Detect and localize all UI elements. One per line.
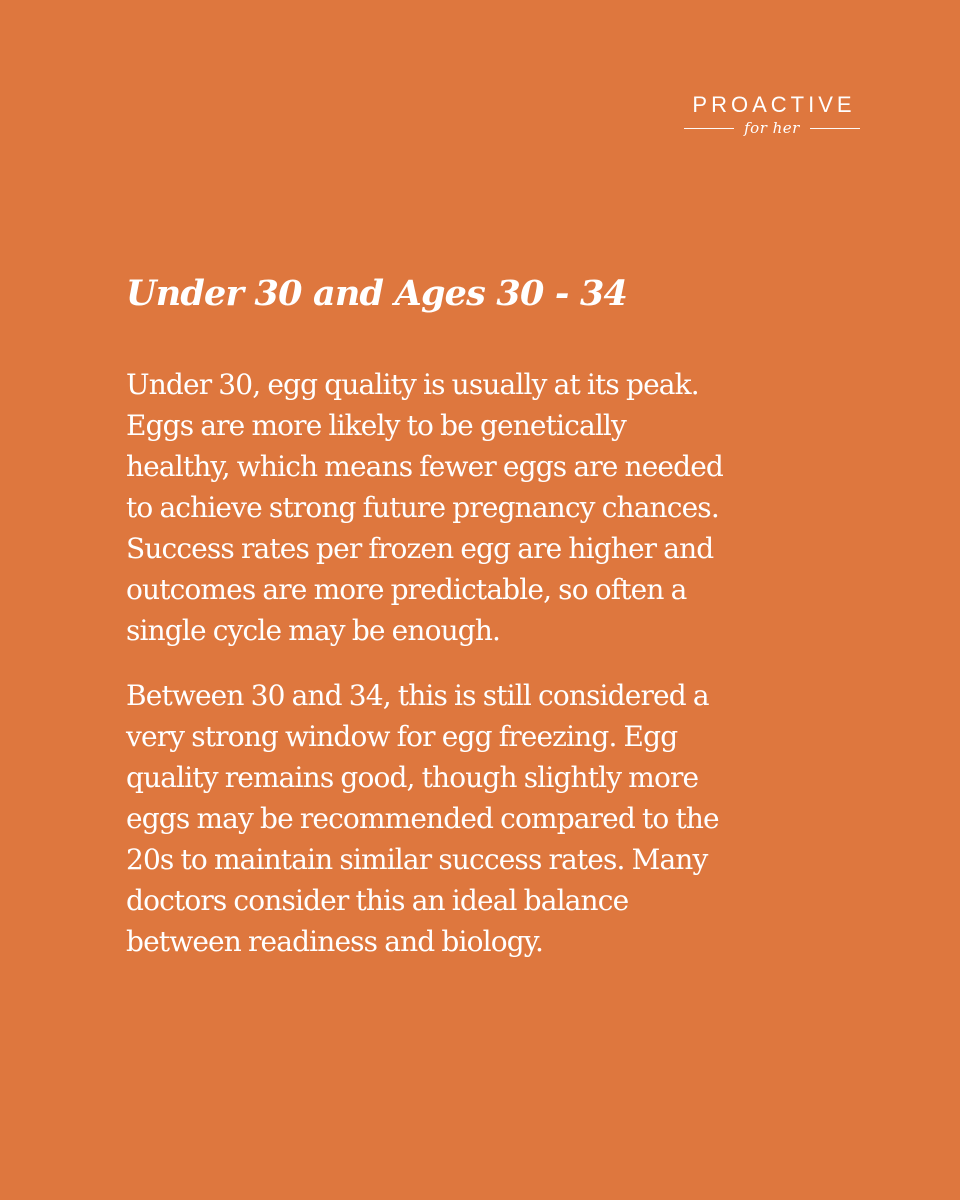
- text-line: quality remains good, though slightly more: [126, 761, 699, 794]
- text-line: very strong window for egg freezing. Egg: [126, 720, 678, 753]
- logo-wordmark: PROACTIVE: [692, 92, 856, 117]
- text-line: Under 30, egg quality is usually at its peak.: [126, 368, 699, 401]
- paragraph-30-34: [126, 675, 846, 962]
- text-line: Between 30 and 34, this is still considered a: [126, 679, 709, 712]
- text-line: Eggs are more likely to be genetically: [126, 409, 627, 442]
- text-line: between readiness and biology.: [126, 925, 544, 958]
- logo-left-rule: [684, 128, 734, 129]
- logo-tagline: for her: [744, 119, 800, 137]
- text-line: doctors consider this an ideal balance: [126, 884, 629, 917]
- brand-logo: [676, 92, 868, 137]
- text-line: single cycle may be enough.: [126, 614, 501, 647]
- paragraph-under-30: [126, 364, 846, 651]
- body-text: [126, 364, 846, 986]
- logo-right-rule: [810, 128, 860, 129]
- text-line: outcomes are more predictable, so often a: [126, 573, 687, 606]
- text-line: healthy, which means fewer eggs are needed: [126, 450, 724, 483]
- text-line: eggs may be recommended compared to the: [126, 802, 719, 835]
- logo-tagline-row: [676, 119, 868, 137]
- slide-heading: Under 30 and Ages 30 - 34: [126, 273, 628, 314]
- text-line: Success rates per frozen egg are higher and: [126, 532, 714, 565]
- text-line: 20s to maintain similar success rates. Many: [126, 843, 708, 876]
- text-line: to achieve strong future pregnancy chances.: [126, 491, 719, 524]
